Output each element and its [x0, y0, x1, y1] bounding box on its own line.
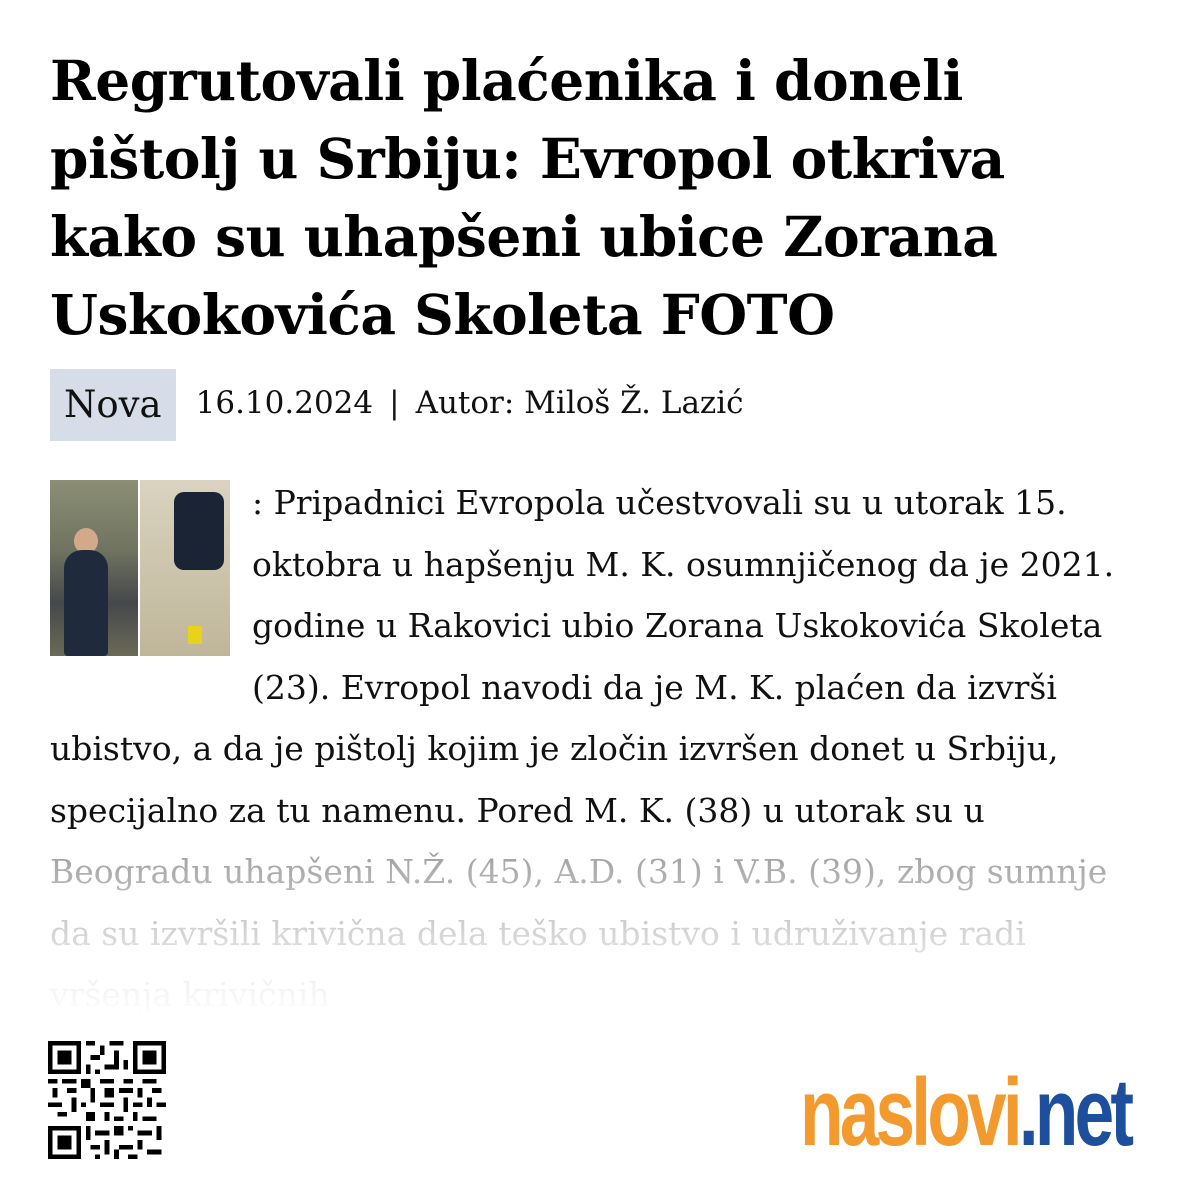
officer-figure — [64, 550, 108, 656]
meta-separator: | — [389, 385, 400, 421]
logo-part-naslovi: naslovi — [800, 1059, 1019, 1166]
qr-code-icon[interactable] — [48, 1038, 166, 1162]
article-thumbnail[interactable] — [50, 480, 230, 656]
text-fade-overlay — [0, 830, 1200, 1020]
source-badge[interactable]: Nova — [50, 369, 176, 441]
thumbnail-divider — [138, 480, 140, 656]
article-meta — [50, 369, 744, 441]
article-date: 16.10.2024 — [195, 385, 374, 421]
logo-part-net: .net — [1018, 1059, 1131, 1166]
article-title[interactable]: Regrutovali plaćenika i doneli pištolj u Srbiju: Evropol otkriva kako su uhapšeni ubice Zorana Uskokovića Skoleta FOTO — [50, 48, 1005, 347]
meta-line — [196, 383, 744, 423]
article-excerpt: : Pripadnici Evropola učestvovali su u utorak 15. oktobra u hapšenju M. K. osumnjičenog da je 2021. godine u Rakovici ubio Zorana Uskokovića Skoleta (23). Evropol navodi da je M. K. plaćen da izvrši ubistvo, a da je pištolj kojim je zločin izvršen donet u Srbiju, specijalno za tu namenu. Pored M. K. (38) u utorak su u — [50, 483, 1115, 830]
dark-jacket — [174, 492, 224, 570]
article-author: Autor: Miloš Ž. Lazić — [415, 385, 744, 421]
site-logo[interactable] — [800, 1058, 1130, 1168]
evidence-marker — [188, 626, 202, 644]
